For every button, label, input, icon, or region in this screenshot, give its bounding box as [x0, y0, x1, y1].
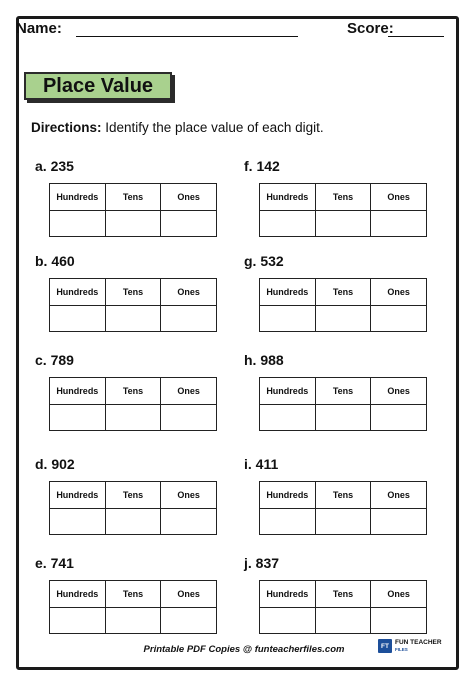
name-label: Name:: [16, 20, 62, 37]
header-tens: Tens: [105, 581, 161, 608]
header-ones: Ones: [161, 581, 217, 608]
answer-cell-tens[interactable]: [315, 607, 371, 634]
answer-cell-ones[interactable]: [161, 305, 217, 332]
problem-label: h. 988: [244, 352, 284, 368]
answer-cell-tens[interactable]: [315, 404, 371, 431]
answer-cell-tens[interactable]: [315, 210, 371, 237]
answer-cell-ones[interactable]: [371, 305, 427, 332]
header-hundreds: Hundreds: [260, 482, 316, 509]
header-ones: Ones: [161, 378, 217, 405]
answer-cell-hundreds[interactable]: [50, 210, 106, 237]
header-tens: Tens: [315, 482, 371, 509]
directions: [31, 120, 324, 135]
problem-label: i. 411: [244, 456, 279, 472]
header-ones: Ones: [371, 184, 427, 211]
header-ones: Ones: [371, 279, 427, 306]
answer-cell-ones[interactable]: [371, 404, 427, 431]
answer-cell-hundreds[interactable]: [260, 607, 316, 634]
header-hundreds: Hundreds: [260, 581, 316, 608]
answer-cell-tens[interactable]: [105, 305, 161, 332]
header-tens: Tens: [105, 482, 161, 509]
problem-label: b. 460: [35, 253, 75, 269]
answer-cell-tens[interactable]: [315, 305, 371, 332]
place-value-table: [259, 278, 427, 332]
footer-text: Printable PDF Copies @ funteacherfiles.com: [143, 644, 345, 655]
answer-cell-ones[interactable]: [161, 404, 217, 431]
answer-cell-tens[interactable]: [105, 404, 161, 431]
problem-label: e. 741: [35, 555, 74, 571]
header-hundreds: Hundreds: [260, 279, 316, 306]
header-hundreds: Hundreds: [260, 378, 316, 405]
place-value-table: [49, 278, 217, 332]
score-field-line[interactable]: [388, 36, 444, 37]
directions-lead: Directions:: [31, 120, 102, 135]
answer-cell-hundreds[interactable]: [50, 607, 106, 634]
answer-cell-ones[interactable]: [161, 210, 217, 237]
place-value-table: [49, 580, 217, 634]
answer-cell-ones[interactable]: [371, 210, 427, 237]
header-tens: Tens: [315, 378, 371, 405]
header-ones: Ones: [371, 581, 427, 608]
score-label: Score:: [347, 20, 394, 37]
place-value-table: [49, 183, 217, 237]
answer-cell-tens[interactable]: [105, 210, 161, 237]
header-ones: Ones: [161, 184, 217, 211]
place-value-table: [259, 580, 427, 634]
answer-cell-hundreds[interactable]: [50, 305, 106, 332]
answer-cell-ones[interactable]: [371, 607, 427, 634]
answer-cell-hundreds[interactable]: [260, 305, 316, 332]
header-hundreds: Hundreds: [50, 482, 106, 509]
header-ones: Ones: [161, 279, 217, 306]
answer-cell-tens[interactable]: [315, 508, 371, 535]
answer-cell-ones[interactable]: [161, 607, 217, 634]
place-value-table: [259, 377, 427, 431]
header-ones: Ones: [371, 378, 427, 405]
header-tens: Tens: [315, 581, 371, 608]
answer-cell-hundreds[interactable]: [50, 508, 106, 535]
header-hundreds: Hundreds: [260, 184, 316, 211]
logo-wordmark: [395, 639, 442, 653]
answer-cell-ones[interactable]: [161, 508, 217, 535]
header-tens: Tens: [315, 279, 371, 306]
place-value-table: [49, 377, 217, 431]
answer-cell-hundreds[interactable]: [260, 404, 316, 431]
answer-cell-hundreds[interactable]: [50, 404, 106, 431]
place-value-table: [49, 481, 217, 535]
name-field-line[interactable]: [76, 36, 298, 37]
logo-line-1: FUN TEACHER: [395, 639, 442, 646]
header-tens: Tens: [105, 279, 161, 306]
header-hundreds: Hundreds: [50, 378, 106, 405]
place-value-table: [259, 481, 427, 535]
header-ones: Ones: [161, 482, 217, 509]
problem-label: a. 235: [35, 158, 74, 174]
worksheet-border: [16, 16, 459, 670]
logo-line-2: FILES: [395, 647, 408, 652]
problem-label: g. 532: [244, 253, 284, 269]
worksheet-title: Place Value: [24, 72, 172, 100]
problem-label: f. 142: [244, 158, 280, 174]
ft-logo-icon: FT: [378, 639, 392, 653]
answer-cell-hundreds[interactable]: [260, 508, 316, 535]
header-ones: Ones: [371, 482, 427, 509]
directions-text: Identify the place value of each digit.: [101, 120, 324, 135]
problem-label: c. 789: [35, 352, 74, 368]
header-tens: Tens: [105, 378, 161, 405]
problem-label: d. 902: [35, 456, 75, 472]
answer-cell-ones[interactable]: [371, 508, 427, 535]
header-hundreds: Hundreds: [50, 279, 106, 306]
answer-cell-tens[interactable]: [105, 508, 161, 535]
header-hundreds: Hundreds: [50, 581, 106, 608]
header-tens: Tens: [315, 184, 371, 211]
answer-cell-tens[interactable]: [105, 607, 161, 634]
answer-cell-hundreds[interactable]: [260, 210, 316, 237]
brand-logo: [378, 639, 442, 653]
header-hundreds: Hundreds: [50, 184, 106, 211]
place-value-table: [259, 183, 427, 237]
problem-label: j. 837: [244, 555, 280, 571]
header-tens: Tens: [105, 184, 161, 211]
